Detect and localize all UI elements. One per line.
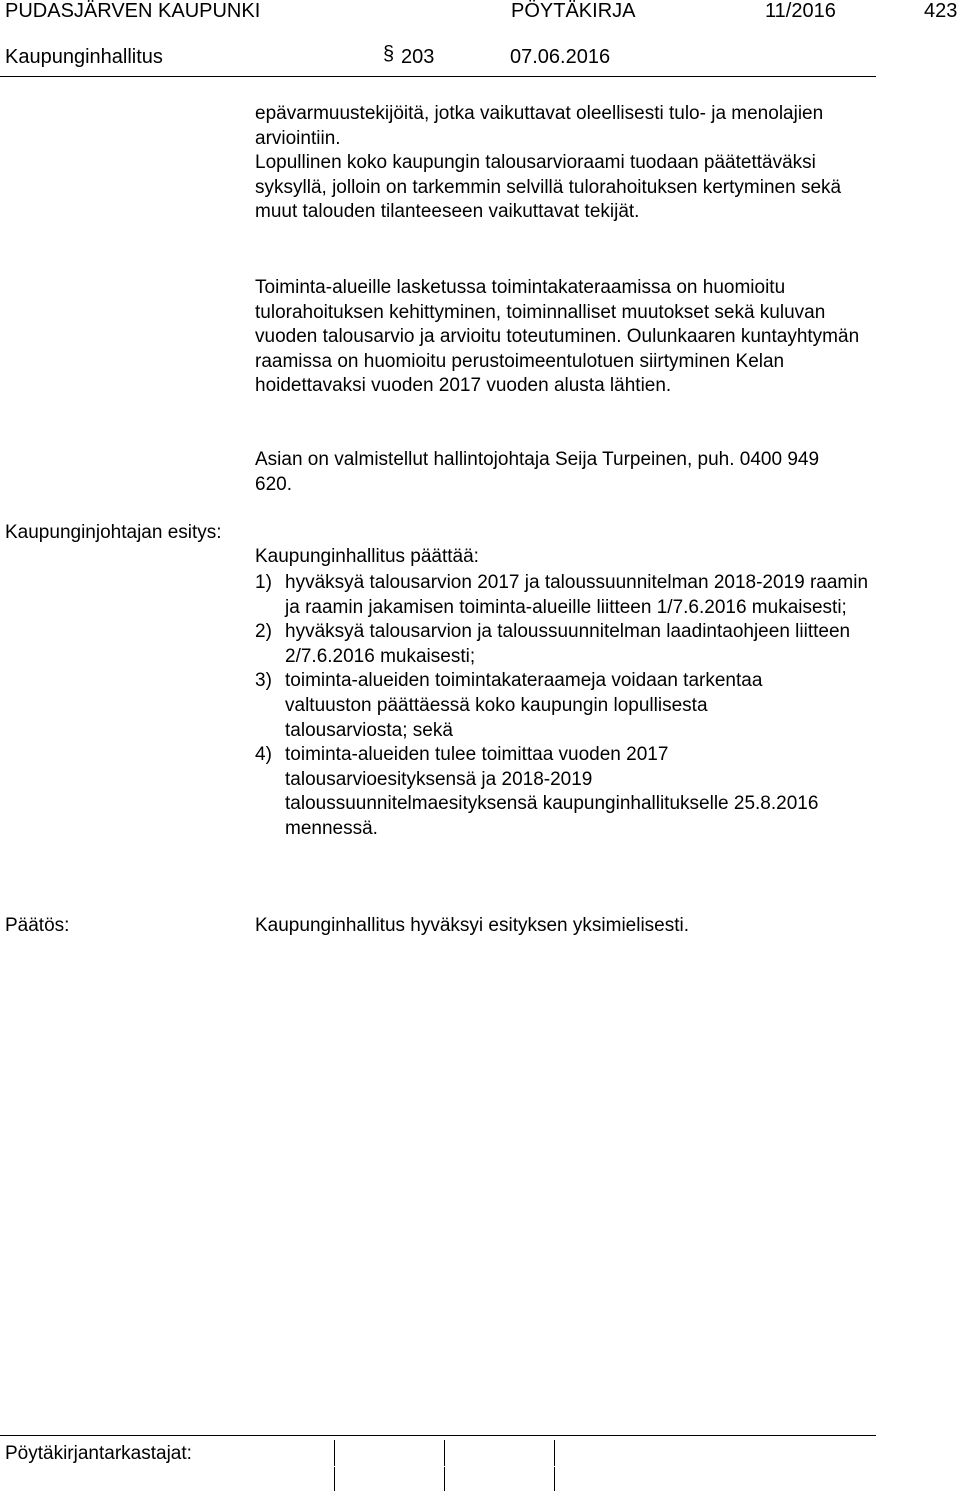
footer-divider [0, 1435, 876, 1436]
section-symbol: § [383, 43, 395, 65]
item-number: 2) [255, 621, 272, 643]
paragraph-3: Toiminta-alueille lasketussa toimintakateraamissa on huomioitu tulorahoituksen kehittyminen, toiminnalliset muutokset sekä kuluvan vuoden talousarvio ja arvioitu toteutuminen. Oulunkaaren kuntayhtymän raamissa on huomioitu perustoimeentulotuen siirtyminen Kelan hoidettavaksi vuoden 2017 vuoden alusta lähtien. [255, 277, 860, 397]
item-number: 4) [255, 744, 272, 766]
org-name: PUDASJÄRVEN KAUPUNKI [5, 0, 261, 22]
item-text: toiminta-alueiden toimintakateraameja voidaan tarkentaa valtuuston päättäessä koko kaupungin lopullisesta talousarviosta; sekä [285, 670, 763, 741]
paragraph-1: epävarmuustekijöitä, jotka vaikuttavat oleellisesti tulo- ja menolajien arviointiin. [255, 103, 824, 149]
item-text: hyväksyä talousarvion ja taloussuunnitelman laadintaohjeen liitteen 2/7.6.2016 mukaisesti; [285, 621, 851, 667]
item-text: hyväksyä talousarvion 2017 ja taloussuunnitelman 2018-2019 raamin ja raamin jakamisen toiminta-alueille liitteen 1/7.6.2016 mukaisesti; [285, 572, 869, 618]
list-item [255, 571, 895, 620]
meeting-date: 07.06.2016 [510, 46, 611, 68]
issue-number: 11/2016 [765, 0, 836, 22]
proposal-list [255, 571, 895, 842]
proposal-label: Kaupunginjohtajan esitys: [5, 522, 222, 543]
signature-separator [444, 1467, 445, 1491]
list-item [255, 620, 895, 669]
section-number: 203 [401, 46, 435, 68]
proposal-intro: Kaupunginhallitus päättää: [255, 546, 479, 567]
decision-text: Kaupunginhallitus hyväksyi esityksen yksimielisesti. [255, 915, 690, 936]
signature-separator [554, 1467, 555, 1491]
list-item [255, 743, 895, 841]
signature-separator [334, 1440, 335, 1466]
item-number: 3) [255, 670, 272, 692]
item-number: 1) [255, 572, 272, 593]
list-item [255, 669, 895, 743]
reviewers-label: Pöytäkirjantarkastajat: [5, 1443, 192, 1464]
page-number: 423 [924, 0, 958, 22]
paragraph-4: Asian on valmistellut hallintojohtaja Seija Turpeinen, puh. 0400 949 620. [255, 449, 820, 495]
decision-label: Päätös: [5, 915, 70, 936]
item-text: toiminta-alueiden tulee toimittaa vuoden 2017 talousarvioesityksensä ja 2018-2019 taloussuunnitelmaesityksensä kaupunginhallitukselle 25.8.2016 mennessä. [285, 744, 819, 839]
header-divider [0, 76, 876, 77]
signature-separator [334, 1467, 335, 1491]
meeting-body: Kaupunginhallitus [5, 46, 163, 68]
signature-separator [444, 1440, 445, 1466]
signature-separator [554, 1440, 555, 1466]
paragraph-2: Lopullinen koko kaupungin talousarvioraami tuodaan päätettäväksi syksyllä, jolloin on tarkemmin selvillä tulorahoituksen kertyminen sekä muut talouden tilanteeseen vaikuttavat tekijät. [255, 152, 842, 223]
document-type: PÖYTÄKIRJA [511, 0, 636, 22]
